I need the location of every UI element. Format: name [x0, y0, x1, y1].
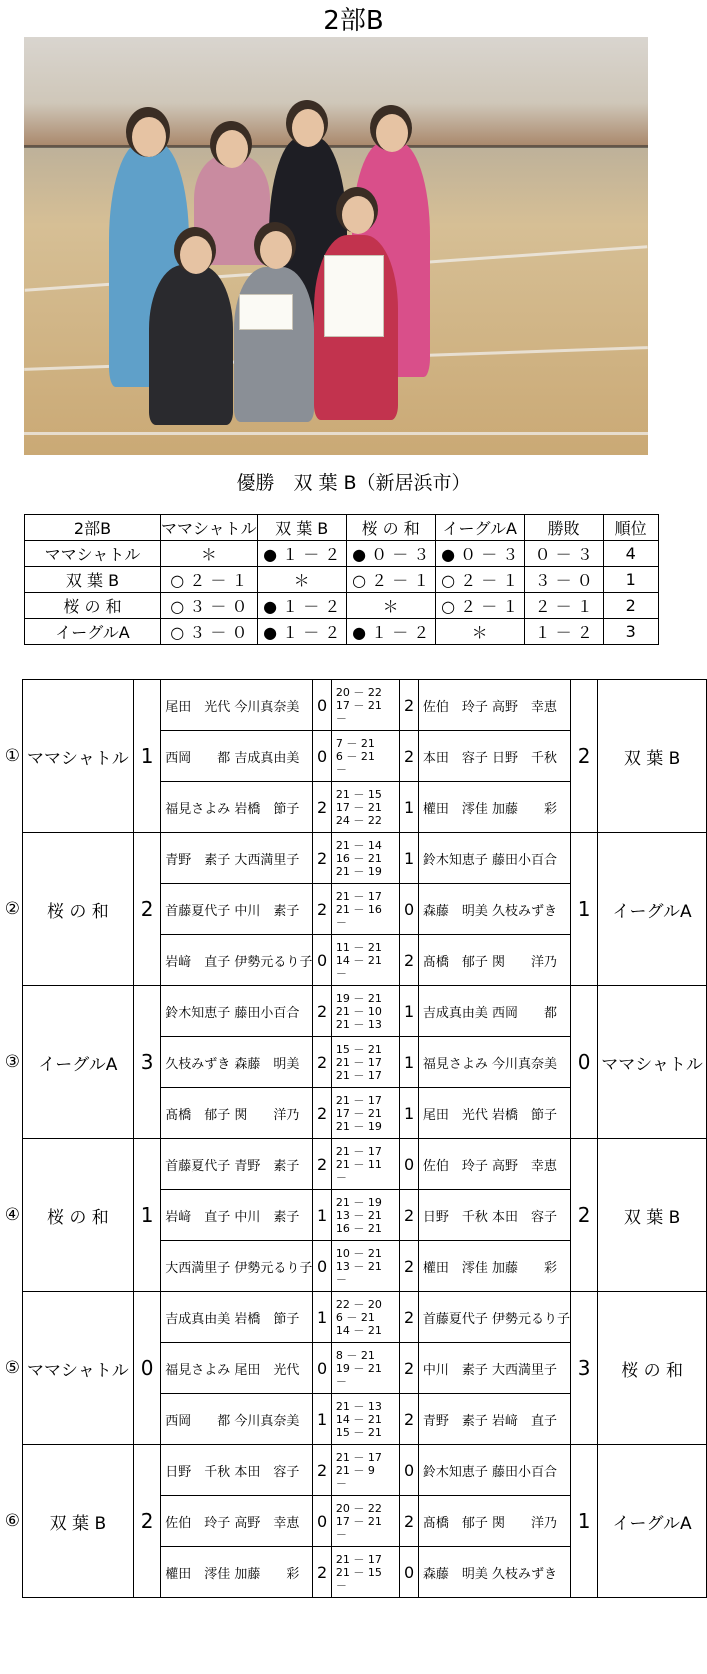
right-pair: 福見さよみ 今川真奈美 — [418, 1037, 570, 1088]
header-cell: イーグルA — [435, 515, 524, 541]
set-score: 14 － 21 — [335, 953, 382, 967]
set-score: 21 － 13 — [335, 1017, 382, 1031]
left-team-name: イーグルA — [22, 986, 133, 1139]
set-score: 19 － 21 — [335, 1361, 382, 1375]
left-team-name: 桜 の 和 — [22, 833, 133, 986]
right-games-won: 0 — [400, 884, 419, 935]
left-games-won: 1 — [313, 1292, 332, 1343]
right-games-won: 2 — [400, 680, 419, 731]
right-games-won: 0 — [400, 1547, 419, 1598]
left-team-total: 1 — [134, 680, 161, 833]
set-score: 24 － 22 — [335, 813, 382, 827]
match-game-row — [3, 986, 707, 1037]
left-pair: 鈴木知恵子 藤田小百合 — [161, 986, 313, 1037]
game-scores — [331, 1394, 399, 1445]
right-pair: 首藤夏代子 伊勢元るり子 — [418, 1292, 570, 1343]
left-games-won: 0 — [313, 1241, 332, 1292]
left-pair: 福見さよみ 尾田 光代 — [161, 1343, 313, 1394]
right-games-won: 1 — [400, 782, 419, 833]
match-number: ③ — [3, 986, 22, 1139]
game-scores — [331, 935, 399, 986]
header-cell: 桜 の 和 — [346, 515, 435, 541]
result-cell: ○ ３ － ０ — [161, 593, 258, 619]
set-score: 21 － 17 — [335, 1144, 382, 1158]
right-team-total: 1 — [570, 833, 597, 986]
set-score: － — [335, 711, 347, 725]
left-games-won: 1 — [313, 1394, 332, 1445]
right-games-won: 2 — [400, 1496, 419, 1547]
player-face — [180, 236, 212, 274]
left-games-won: 2 — [313, 1547, 332, 1598]
right-games-won: 2 — [400, 1241, 419, 1292]
set-score: 17 － 21 — [335, 698, 382, 712]
set-score: 21 － 19 — [335, 1195, 382, 1209]
set-score: 10 － 21 — [335, 1246, 382, 1260]
right-pair: 森藤 明美 久枝みずき — [418, 884, 570, 935]
right-pair: 本田 容子 日野 千秋 — [418, 731, 570, 782]
match-number: ② — [3, 833, 22, 986]
set-score: 21 － 19 — [335, 864, 382, 878]
left-games-won: 2 — [313, 1139, 332, 1190]
left-games-won: 2 — [313, 986, 332, 1037]
set-score: 15 － 21 — [335, 1425, 382, 1439]
match-number: ④ — [3, 1139, 22, 1292]
set-score: 21 － 15 — [335, 1565, 382, 1579]
team-name: イーグルA — [25, 619, 161, 645]
right-team-total: 2 — [570, 1139, 597, 1292]
game-scores — [331, 1037, 399, 1088]
match-results-table — [3, 679, 707, 1598]
set-score: 14 － 21 — [335, 1323, 382, 1337]
set-score: 19 － 21 — [335, 991, 382, 1005]
set-score: 21 － 9 — [335, 1463, 375, 1477]
match-number: ⑥ — [3, 1445, 22, 1598]
court-line — [24, 432, 648, 435]
left-games-won: 2 — [313, 884, 332, 935]
right-pair: 髙橋 郁子 関 洋乃 — [418, 1496, 570, 1547]
set-score: － — [335, 1272, 347, 1286]
right-games-won: 2 — [400, 935, 419, 986]
set-score: 21 － 17 — [335, 889, 382, 903]
set-score: 17 － 21 — [335, 800, 382, 814]
left-team-name: ママシャトル — [22, 1292, 133, 1445]
left-pair: 岩﨑 直子 伊勢元るり子 — [161, 935, 313, 986]
set-score: － — [335, 1578, 347, 1592]
left-pair: 權田 澪佳 加藤 彩 — [161, 1547, 313, 1598]
game-scores — [331, 731, 399, 782]
game-scores — [331, 884, 399, 935]
team-name: 桜 の 和 — [25, 593, 161, 619]
header-cell: 順位 — [603, 515, 658, 541]
set-score: 21 － 17 — [335, 1068, 382, 1082]
left-pair: 福見さよみ 岩橋 節子 — [161, 782, 313, 833]
set-score: － — [335, 762, 347, 776]
record-cell: ０ － ３ — [524, 541, 603, 567]
right-team-name: イーグルA — [598, 1445, 707, 1598]
badminton-net — [24, 145, 648, 148]
game-scores — [331, 1343, 399, 1394]
left-games-won: 1 — [313, 1190, 332, 1241]
record-cell: ２ － １ — [524, 593, 603, 619]
rank-cell: 1 — [603, 567, 658, 593]
left-team-total: 0 — [134, 1292, 161, 1445]
right-games-won: 0 — [400, 1445, 419, 1496]
set-score: － — [335, 966, 347, 980]
left-games-won: 2 — [313, 1037, 332, 1088]
left-pair: 髙橋 郁子 関 洋乃 — [161, 1088, 313, 1139]
right-games-won: 0 — [400, 1139, 419, 1190]
set-score: 20 － 22 — [335, 1501, 382, 1515]
set-score: 21 － 17 — [335, 1093, 382, 1107]
set-score: 13 － 21 — [335, 1208, 382, 1222]
set-score: 15 － 21 — [335, 1042, 382, 1056]
set-score: 6 － 21 — [335, 749, 375, 763]
header-cell: ママシャトル — [161, 515, 258, 541]
set-score: 22 － 20 — [335, 1297, 382, 1311]
page-title: 2部B — [323, 6, 384, 36]
player-face — [376, 114, 408, 152]
game-scores — [331, 1547, 399, 1598]
right-pair: 佐伯 玲子 高野 幸恵 — [418, 1139, 570, 1190]
result-cell: ＊ — [435, 619, 524, 645]
game-scores — [331, 680, 399, 731]
right-games-won: 2 — [400, 731, 419, 782]
player-face — [292, 109, 324, 147]
right-pair: 尾田 光代 岩橋 節子 — [418, 1088, 570, 1139]
set-score: 21 － 11 — [335, 1157, 382, 1171]
award-certificate — [239, 294, 293, 330]
right-team-name: ママシャトル — [598, 986, 707, 1139]
team-name: 双 葉 B — [25, 567, 161, 593]
league-row — [25, 619, 659, 645]
right-games-won: 2 — [400, 1343, 419, 1394]
left-pair: 首藤夏代子 青野 素子 — [161, 1139, 313, 1190]
set-score: － — [335, 1374, 347, 1388]
right-games-won: 1 — [400, 833, 419, 884]
right-pair: 中川 素子 大西満里子 — [418, 1343, 570, 1394]
player-face — [132, 117, 166, 157]
game-scores — [331, 986, 399, 1037]
league-row — [25, 567, 659, 593]
result-cell: ● ０ － ３ — [435, 541, 524, 567]
rank-cell: 2 — [603, 593, 658, 619]
right-team-total: 2 — [570, 680, 597, 833]
right-pair: 吉成真由美 西岡 都 — [418, 986, 570, 1037]
right-pair: 佐伯 玲子 高野 幸恵 — [418, 680, 570, 731]
set-score: 16 － 21 — [335, 851, 382, 865]
player-face — [260, 231, 292, 269]
right-team-name: 双 葉 B — [598, 1139, 707, 1292]
result-cell: ● １ － ２ — [257, 619, 346, 645]
right-team-total: 0 — [570, 986, 597, 1139]
match-number: ⑤ — [3, 1292, 22, 1445]
right-games-won: 2 — [400, 1190, 419, 1241]
record-cell: １ － ２ — [524, 619, 603, 645]
result-cell: ● １ － ２ — [346, 619, 435, 645]
left-team-total: 2 — [134, 1445, 161, 1598]
right-pair: 森藤 明美 久枝みずき — [418, 1547, 570, 1598]
right-games-won: 2 — [400, 1292, 419, 1343]
right-team-total: 3 — [570, 1292, 597, 1445]
league-row — [25, 593, 659, 619]
set-score: 21 － 10 — [335, 1004, 382, 1018]
left-team-total: 2 — [134, 833, 161, 986]
set-score: 21 － 19 — [335, 1119, 382, 1133]
player-face — [216, 130, 248, 168]
result-cell: ＊ — [257, 567, 346, 593]
left-pair: 青野 素子 大西満里子 — [161, 833, 313, 884]
league-header-row — [25, 515, 659, 541]
record-cell: ３ － ０ — [524, 567, 603, 593]
game-scores — [331, 1190, 399, 1241]
set-score: 21 － 17 — [335, 1055, 382, 1069]
right-team-total: 1 — [570, 1445, 597, 1598]
left-pair: 岩﨑 直子 中川 素子 — [161, 1190, 313, 1241]
player-figure — [149, 265, 233, 425]
game-scores — [331, 1139, 399, 1190]
match-game-row — [3, 1292, 707, 1343]
set-score: 21 － 16 — [335, 902, 382, 916]
left-team-total: 3 — [134, 986, 161, 1139]
set-score: 20 － 22 — [335, 685, 382, 699]
left-games-won: 2 — [313, 1088, 332, 1139]
set-score: 21 － 17 — [335, 1450, 382, 1464]
left-pair: 大西満里子 伊勢元るり子 — [161, 1241, 313, 1292]
header-cell: 2部B — [25, 515, 161, 541]
result-cell: ○ ２ － １ — [435, 567, 524, 593]
header-cell: 勝敗 — [524, 515, 603, 541]
left-team-name: 双 葉 B — [22, 1445, 133, 1598]
header-cell: 双 葉 B — [257, 515, 346, 541]
left-games-won: 0 — [313, 680, 332, 731]
left-pair: 久枝みずき 森藤 明美 — [161, 1037, 313, 1088]
set-score: 17 － 21 — [335, 1514, 382, 1528]
right-pair: 青野 素子 岩﨑 直子 — [418, 1394, 570, 1445]
award-certificate — [324, 255, 384, 337]
left-pair: 西岡 都 吉成真由美 — [161, 731, 313, 782]
league-row — [25, 541, 659, 567]
set-score: 21 － 14 — [335, 838, 382, 852]
left-games-won: 2 — [313, 1445, 332, 1496]
player-figure — [234, 267, 314, 422]
set-score: － — [335, 1527, 347, 1541]
game-scores — [331, 1241, 399, 1292]
right-pair: 日野 千秋 本田 容子 — [418, 1190, 570, 1241]
left-games-won: 0 — [313, 1496, 332, 1547]
set-score: － — [335, 1476, 347, 1490]
left-games-won: 2 — [313, 833, 332, 884]
set-score: － — [335, 915, 347, 929]
set-score: 21 － 15 — [335, 787, 382, 801]
game-scores — [331, 782, 399, 833]
game-scores — [331, 1088, 399, 1139]
result-cell: ○ ２ － １ — [435, 593, 524, 619]
match-number: ① — [3, 680, 22, 833]
match-game-row — [3, 680, 707, 731]
match-game-row — [3, 833, 707, 884]
right-team-name: イーグルA — [598, 833, 707, 986]
left-team-name: ママシャトル — [22, 680, 133, 833]
left-games-won: 0 — [313, 731, 332, 782]
set-score: － — [335, 1170, 347, 1184]
player-face — [342, 196, 374, 234]
set-score: 14 － 21 — [335, 1412, 382, 1426]
game-scores — [331, 833, 399, 884]
left-team-total: 1 — [134, 1139, 161, 1292]
left-games-won: 0 — [313, 935, 332, 986]
game-scores — [331, 1292, 399, 1343]
left-pair: 佐伯 玲子 高野 幸恵 — [161, 1496, 313, 1547]
result-cell: ○ ３ － ０ — [161, 619, 258, 645]
left-pair: 日野 千秋 本田 容子 — [161, 1445, 313, 1496]
left-pair: 首藤夏代子 中川 素子 — [161, 884, 313, 935]
set-score: 13 － 21 — [335, 1259, 382, 1273]
match-game-row — [3, 1139, 707, 1190]
set-score: 6 － 21 — [335, 1310, 375, 1324]
set-score: 7 － 21 — [335, 736, 375, 750]
right-pair: 鈴木知恵子 藤田小百合 — [418, 833, 570, 884]
left-games-won: 2 — [313, 782, 332, 833]
right-team-name: 双 葉 B — [598, 680, 707, 833]
left-games-won: 0 — [313, 1343, 332, 1394]
right-games-won: 1 — [400, 1037, 419, 1088]
result-cell: ＊ — [161, 541, 258, 567]
right-games-won: 1 — [400, 986, 419, 1037]
game-scores — [331, 1496, 399, 1547]
set-score: 8 － 21 — [335, 1348, 375, 1362]
team-name: ママシャトル — [25, 541, 161, 567]
result-cell: ● １ － ２ — [257, 593, 346, 619]
right-games-won: 1 — [400, 1088, 419, 1139]
right-pair: 鈴木知恵子 藤田小百合 — [418, 1445, 570, 1496]
left-pair: 西岡 都 今川真奈美 — [161, 1394, 313, 1445]
match-game-row — [3, 1445, 707, 1496]
rank-cell: 3 — [603, 619, 658, 645]
result-cell: ○ ２ － １ — [346, 567, 435, 593]
right-team-name: 桜 の 和 — [598, 1292, 707, 1445]
left-pair: 吉成真由美 岩橋 節子 — [161, 1292, 313, 1343]
team-photo — [24, 37, 648, 455]
left-team-name: 桜 の 和 — [22, 1139, 133, 1292]
game-scores — [331, 1445, 399, 1496]
winner-caption: 優勝 双 葉 B（新居浜市） — [236, 472, 471, 494]
result-cell: ● ０ － ３ — [346, 541, 435, 567]
right-pair: 髙橋 郁子 関 洋乃 — [418, 935, 570, 986]
right-pair: 權田 澪佳 加藤 彩 — [418, 782, 570, 833]
gym-wall — [24, 37, 648, 147]
league-table — [24, 514, 659, 645]
left-pair: 尾田 光代 今川真奈美 — [161, 680, 313, 731]
set-score: 21 － 17 — [335, 1552, 382, 1566]
result-cell: ○ ２ － １ — [161, 567, 258, 593]
result-cell: ＊ — [346, 593, 435, 619]
set-score: 11 － 21 — [335, 940, 382, 954]
set-score: 17 － 21 — [335, 1106, 382, 1120]
set-score: 16 － 21 — [335, 1221, 382, 1235]
set-score: 21 － 13 — [335, 1399, 382, 1413]
rank-cell: 4 — [603, 541, 658, 567]
right-pair: 權田 澪佳 加藤 彩 — [418, 1241, 570, 1292]
right-games-won: 2 — [400, 1394, 419, 1445]
result-cell: ● １ － ２ — [257, 541, 346, 567]
